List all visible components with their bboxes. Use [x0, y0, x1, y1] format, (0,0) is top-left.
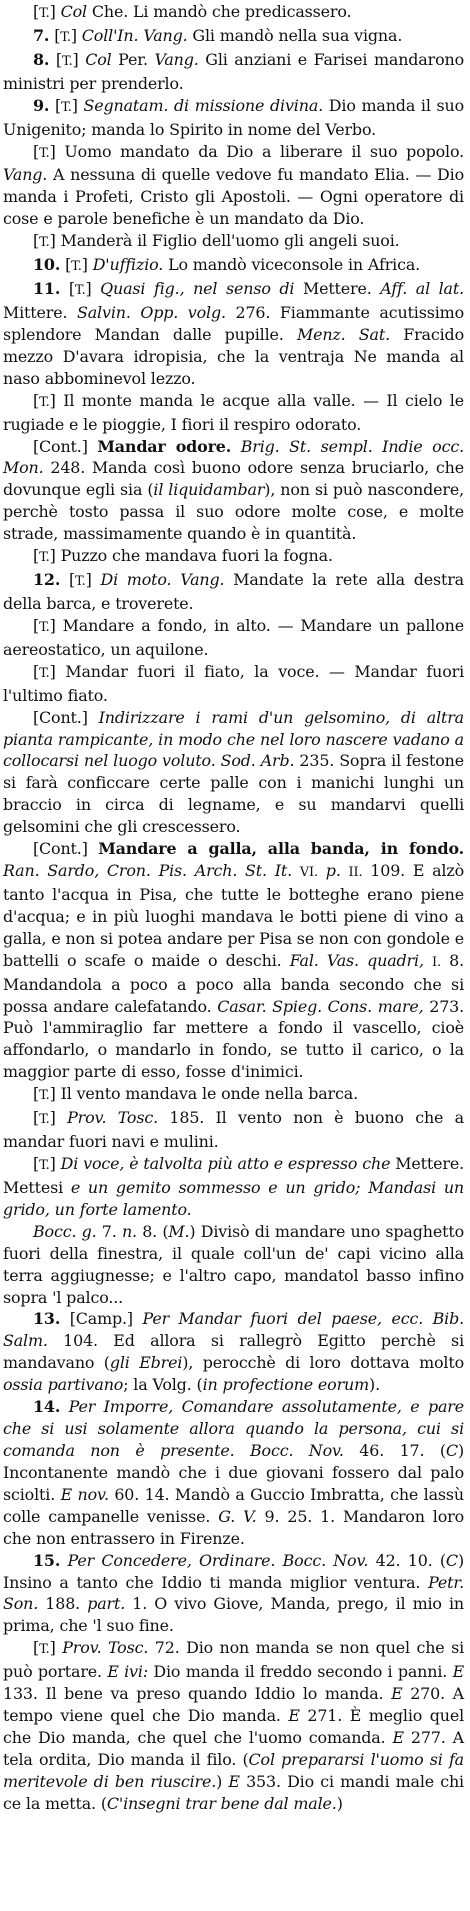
italic-text: Salvin. Opp. volg. — [77, 302, 226, 322]
small-caps-text: T. — [74, 283, 86, 299]
bold-text: 15. — [33, 1550, 61, 1570]
text-run: ] — [85, 570, 101, 590]
italic-text: Vang. — [180, 570, 225, 590]
italic-text: n. — [121, 1221, 137, 1241]
text-run: ] Mandar fuori il fiato, la voce. — Mandar fuori l'ultimo fiato. — [3, 661, 464, 705]
text-run: 7. — [96, 1221, 122, 1241]
dictionary-paragraph — [3, 707, 464, 839]
text-run: [ — [60, 279, 75, 299]
bold-text: 10. — [33, 255, 61, 275]
dictionary-paragraph — [3, 545, 464, 569]
dictionary-paragraph — [3, 95, 464, 141]
text-run: [ — [33, 1154, 40, 1174]
italic-text: Prov. Tosc. — [67, 1108, 159, 1128]
italic-text: M. — [168, 1221, 190, 1241]
text-run — [424, 951, 432, 970]
text-run: Mettere. Mettesi — [3, 1154, 465, 1197]
text-run: 273. Può l'ammiraglio far mettere a fondo il vascello, cioè affondarlo, o mandarlo in fondo, se tutto il carico, o la maggior parte di esso, fosse d'inimici. — [3, 996, 465, 1082]
bold-text: 14. — [33, 1397, 61, 1417]
text-run: 271. È meglio quel che Dio manda, che quel che l'uomo comanda. — [3, 1706, 465, 1747]
dictionary-paragraph — [3, 1153, 464, 1221]
text-run: ] — [81, 255, 93, 275]
italic-text: Col — [85, 49, 112, 69]
italic-text: Di moto. — [100, 570, 172, 590]
dictionary-paragraph — [3, 661, 464, 707]
text-run: [ — [33, 546, 40, 566]
text-run: [ — [33, 1638, 40, 1658]
italic-text: C — [445, 1550, 458, 1570]
small-caps-text: I. — [432, 954, 441, 970]
text-run — [292, 861, 300, 880]
dictionary-paragraph — [3, 141, 464, 231]
text-run: ] — [72, 49, 86, 69]
text-run: ] Uomo mandato da Dio a liberare il suo popolo. — [49, 141, 464, 161]
text-run: ) — [216, 1771, 229, 1791]
italic-text: C — [445, 1441, 458, 1460]
text-run: ] — [71, 95, 84, 115]
italic-text: Menz. Sat. — [296, 324, 390, 344]
text-run: [Cont.] — [33, 839, 99, 859]
italic-text: Col — [60, 2, 87, 21]
italic-text: Bocc. g. — [33, 1221, 97, 1241]
italic-text: p. — [325, 861, 341, 881]
italic-text: Aff. al lat. — [380, 279, 465, 299]
text-run: 109. E alzò tanto l'acqua in Pisa, che tutte le botteghe erano piene d'acqua; e in più luoghi mandava le botti piene di vino a galla, e non si potea andare per Pisa se non con gondole e battelli o scafe o maide o deschi. — [3, 861, 464, 970]
italic-text: E ivi: — [107, 1662, 149, 1682]
text-run: ] — [70, 25, 82, 45]
text-run: ] — [85, 279, 101, 299]
text-run: 270. A tempo viene quel che Dio manda. — [3, 1684, 464, 1726]
text-run: ; la Volg. ( — [123, 1375, 203, 1395]
small-caps-text: T. — [39, 1158, 50, 1174]
text-run: 276. Fiammante acutissimo splendore Mandan dalle pupille. — [3, 302, 464, 344]
text-run: [ — [33, 1084, 40, 1104]
text-run: ) Incontanente mandò che i due giovani fossero dal palo sciolti. — [3, 1441, 464, 1504]
italic-text: Per Mandar fuori del paese, ecc. Bib. Salm. — [3, 1309, 465, 1351]
italic-text: Segnatam. di missione divina. — [83, 95, 324, 115]
italic-text: Per Concedere, Ordinare. Bocc. Nov. — [67, 1550, 369, 1570]
text-run: [ — [33, 1108, 40, 1128]
italic-text: e un gemito sommesso e un grido; Mandasi un grido, un forte lamento. — [3, 1177, 464, 1219]
italic-text: Brig. St. sempl. Indie occ. Mon. — [3, 436, 465, 478]
text-run: Che. Li mandò che predicassero. — [86, 2, 352, 21]
text-run — [60, 1397, 68, 1416]
italic-text: D'uffizio. — [92, 255, 164, 275]
text-run: ] — [49, 1108, 68, 1128]
dictionary-paragraph — [3, 1308, 464, 1396]
text-run: 46. 17. ( — [343, 1441, 446, 1460]
dictionary-paragraph — [3, 390, 464, 436]
text-run: Per. — [111, 49, 155, 69]
text-run: Gli mandò nella sua vigna. — [187, 25, 403, 45]
dictionary-paragraph — [3, 1, 464, 25]
text-run: 248. Manda così buono odore senza bruciarlo, che dovunque egli sia ( — [3, 458, 464, 500]
italic-text: Prov. Tosc. — [62, 1638, 149, 1658]
italic-text: gli Ebrei — [109, 1353, 183, 1373]
italic-text: E — [452, 1662, 465, 1682]
italic-text: Ran. Sardo, Cron. Pis. Arch. St. It. — [3, 861, 292, 881]
small-caps-text: T. — [39, 1112, 50, 1128]
text-run: ), non si può nascondere, perchè tosto passa il suo odore molte cose, e molte strade, massimamente quando è in quantità. — [3, 480, 464, 544]
text-run: 133. Il bene va preso quando Iddio lo manda. — [3, 1684, 392, 1704]
small-caps-text: T. — [39, 1088, 50, 1104]
dictionary-paragraph — [3, 569, 464, 615]
text-run: 60. 14. Mandò a Guccio Imbratta, che lassù colle campanelle venisse. — [3, 1484, 464, 1526]
text-run: ) Insino a tanto che Iddio ti manda miglior ventura. — [3, 1550, 464, 1592]
text-run: ). — [369, 1375, 380, 1395]
text-run: 9. 25. 1. Mandaron loro che non entrassero in Firenze. — [3, 1506, 464, 1548]
text-run: 353. Dio ci mandi male chi ce la metta. ( — [3, 1771, 464, 1813]
italic-text: Coll'In. — [81, 25, 139, 45]
text-run: [ — [49, 49, 62, 69]
small-caps-text: T. — [39, 550, 50, 566]
small-caps-text: T. — [75, 574, 86, 590]
dictionary-paragraph — [3, 436, 464, 546]
text-run: [ — [49, 25, 61, 45]
italic-text: part. — [87, 1594, 126, 1614]
text-run: 235. Sopra il festone si farà conficcare certe palle con i manichi lunghi un braccio in circa di legname, e su mandarvi quelli gelsomini che gli crescessero. — [3, 751, 464, 837]
italic-text: Sod. Arb. — [220, 751, 295, 771]
text-run: [ — [60, 255, 72, 275]
dictionary-paragraph — [3, 25, 464, 49]
text-run: 277. A tela ordita, Dio manda il filo. ( — [3, 1727, 464, 1769]
text-run: ) Divisò di mandare uno spaghetto fuori della finestra, il quale coll'un de' capi vicino alla terra aggiugnesse; e l'altro capo, mandatol basso infino sopra 'l palco... — [3, 1221, 465, 1307]
text-run: [ — [33, 661, 40, 681]
text-run — [318, 861, 326, 880]
italic-text: Vang. — [3, 165, 48, 185]
text-run: ] — [49, 2, 61, 21]
small-caps-text: II. — [348, 865, 363, 881]
text-run: [Camp.] — [60, 1309, 143, 1329]
dictionary-paragraph — [3, 49, 464, 95]
small-caps-text: VI. — [299, 865, 318, 881]
text-run: [ — [33, 2, 40, 21]
text-run: A nessuna di quelle vedove fu mandato Elia. — Dio manda i Profeti, Cristo gli Apostoli. — Ogni operatore di cose e parole benefiche è un mandato da Dio. — [3, 165, 464, 229]
text-run: Mettere. — [294, 279, 381, 299]
italic-text: Vang. — [154, 49, 199, 69]
dictionary-paragraph — [3, 254, 464, 278]
bold-text: 7. — [33, 25, 50, 45]
text-run: [ — [33, 390, 40, 410]
text-run — [341, 861, 349, 880]
italic-text: E — [288, 1706, 300, 1726]
text-run: [ — [33, 615, 40, 635]
dictionary-paragraph — [3, 615, 464, 661]
text-run: ] Mandare a fondo, in alto. — Mandare un pallone aereostatico, un aquilone. — [3, 615, 464, 659]
dictionary-paragraph — [3, 1083, 464, 1107]
text-run: 42. 10. ( — [368, 1550, 446, 1570]
text-run: Lo mandò viceconsole in Africa. — [163, 255, 421, 275]
text-run: Gli anziani e Farisei mandarono ministri per prenderlo. — [3, 49, 464, 93]
small-caps-text: T. — [60, 29, 71, 45]
text-run: ), perocchè di loro dottava molto — [182, 1353, 464, 1373]
bold-text: 12. — [33, 570, 61, 590]
small-caps-text: T. — [39, 665, 50, 681]
text-run: Dio manda il suo Unigenito; manda lo Spirito in nome del Verbo. — [3, 95, 465, 139]
small-caps-text: T. — [39, 6, 50, 21]
text-run — [231, 437, 241, 456]
small-caps-text: T. — [71, 259, 82, 275]
bold-text: 8. — [33, 49, 50, 69]
italic-text: Casar. Spieg. Cons. mare, — [217, 996, 424, 1016]
italic-text: Petr. Son. — [3, 1572, 464, 1614]
text-run: 104. Ed allora si rallegrò Egitto perchè si mandavano ( — [3, 1331, 464, 1373]
text-run: 8. ( — [136, 1221, 169, 1241]
text-run: [ — [60, 570, 76, 590]
bold-text: 9. — [33, 95, 50, 115]
italic-text: C'insegni trar bene dal male. — [106, 1793, 337, 1813]
italic-text: Indirizzare i rami d'un gelsomino, di altra pianta rampicante, in modo che nel loro nascere vadano a collocarsi nel luogo voluto. — [3, 707, 465, 771]
text-run: [ — [49, 95, 62, 115]
italic-text: E — [228, 1771, 240, 1791]
italic-text: E — [392, 1727, 404, 1747]
small-caps-text: T. — [39, 619, 50, 635]
small-caps-text: T. — [61, 53, 73, 69]
text-run — [171, 570, 180, 589]
italic-text: Col prepararsi l'uomo si fa meritevole di ben riuscire. — [3, 1749, 465, 1791]
italic-text: in profectione eorum — [202, 1375, 370, 1395]
text-run: ] — [49, 1638, 63, 1658]
text-run: 72. Dio non manda se non quel che si può portare. — [3, 1638, 465, 1682]
text-run: 188. — [38, 1594, 88, 1614]
small-caps-text: T. — [39, 235, 50, 251]
text-run — [60, 1551, 67, 1570]
small-caps-text: T. — [39, 145, 50, 161]
text-run: [ — [33, 231, 40, 251]
text-run: ] Il vento mandava le onde nella barca. — [49, 1084, 358, 1104]
text-run: ] — [49, 1154, 61, 1174]
text-run: Mandate la rete alla destra della barca, e troverete. — [3, 570, 464, 613]
dictionary-paragraph — [3, 838, 464, 1083]
text-run: [ — [33, 141, 40, 161]
dictionary-paragraph — [3, 1107, 464, 1153]
text-run: [Cont.] — [33, 707, 99, 727]
dictionary-text-column — [3, 1, 464, 1815]
bold-text: Mandare a galla, alla banda, in fondo. — [98, 839, 464, 859]
text-run: Mittere. — [3, 302, 77, 322]
bold-text: 13. — [33, 1309, 61, 1329]
italic-text: G. V. — [218, 1506, 257, 1526]
italic-text: Quasi fig., nel senso di — [100, 279, 295, 299]
text-run: 1. O vivo Giove, Manda, prego, il mio in prima, che 'l suo fine. — [3, 1594, 464, 1636]
small-caps-text: T. — [39, 394, 50, 410]
text-run: ] Manderà il Figlio dell'uomo gli angeli suoi. — [49, 231, 400, 251]
text-run: Fracido mezzo D'avara idropisia, che la ventraja Ne manda al naso abbominevol lezzo. — [3, 324, 465, 388]
bold-text: 11. — [33, 279, 61, 299]
italic-text: Fal. Vas. quadri, — [289, 950, 424, 970]
text-run: Dio manda il freddo secondo i panni. — [148, 1662, 453, 1682]
text-run: [Cont.] — [33, 436, 98, 456]
italic-text: Per Imporre, Comandare assolutamente, e pare che si usi solamente allora quando la persona, cui si comanda non è presente. Bocc. Nov. — [3, 1397, 465, 1460]
text-run: ) — [336, 1793, 343, 1813]
text-run: 185. Il vento non è buono che a mandar fuori navi e mulini. — [3, 1108, 464, 1152]
text-run: ] Il monte manda le acque alla valle. — Il cielo le rugiade e le pioggie, I fiori il respiro odorato. — [3, 390, 464, 434]
dictionary-paragraph — [3, 1221, 464, 1309]
dictionary-paragraph — [3, 1396, 464, 1549]
small-caps-text: T. — [61, 99, 72, 115]
text-run: 8. Mandandola a poco a poco alla banda secondo che si possa andare calefatando. — [3, 950, 465, 1016]
text-run: ] Puzzo che mandava fuori la fogna. — [49, 546, 333, 566]
dictionary-paragraph — [3, 1550, 464, 1638]
italic-text: E nov. — [60, 1484, 109, 1504]
dictionary-paragraph — [3, 230, 464, 254]
dictionary-paragraph — [3, 278, 464, 390]
italic-text: Vang. — [143, 25, 188, 45]
italic-text: E — [391, 1684, 403, 1704]
bold-text: Mandar odore. — [97, 436, 232, 456]
dictionary-paragraph — [3, 1637, 464, 1814]
italic-text: Di voce, è talvolta più atto e espresso che — [60, 1154, 391, 1174]
italic-text: il liquidambar — [153, 480, 265, 500]
small-caps-text: T. — [39, 1642, 50, 1658]
italic-text: ossia partivano — [3, 1375, 124, 1395]
